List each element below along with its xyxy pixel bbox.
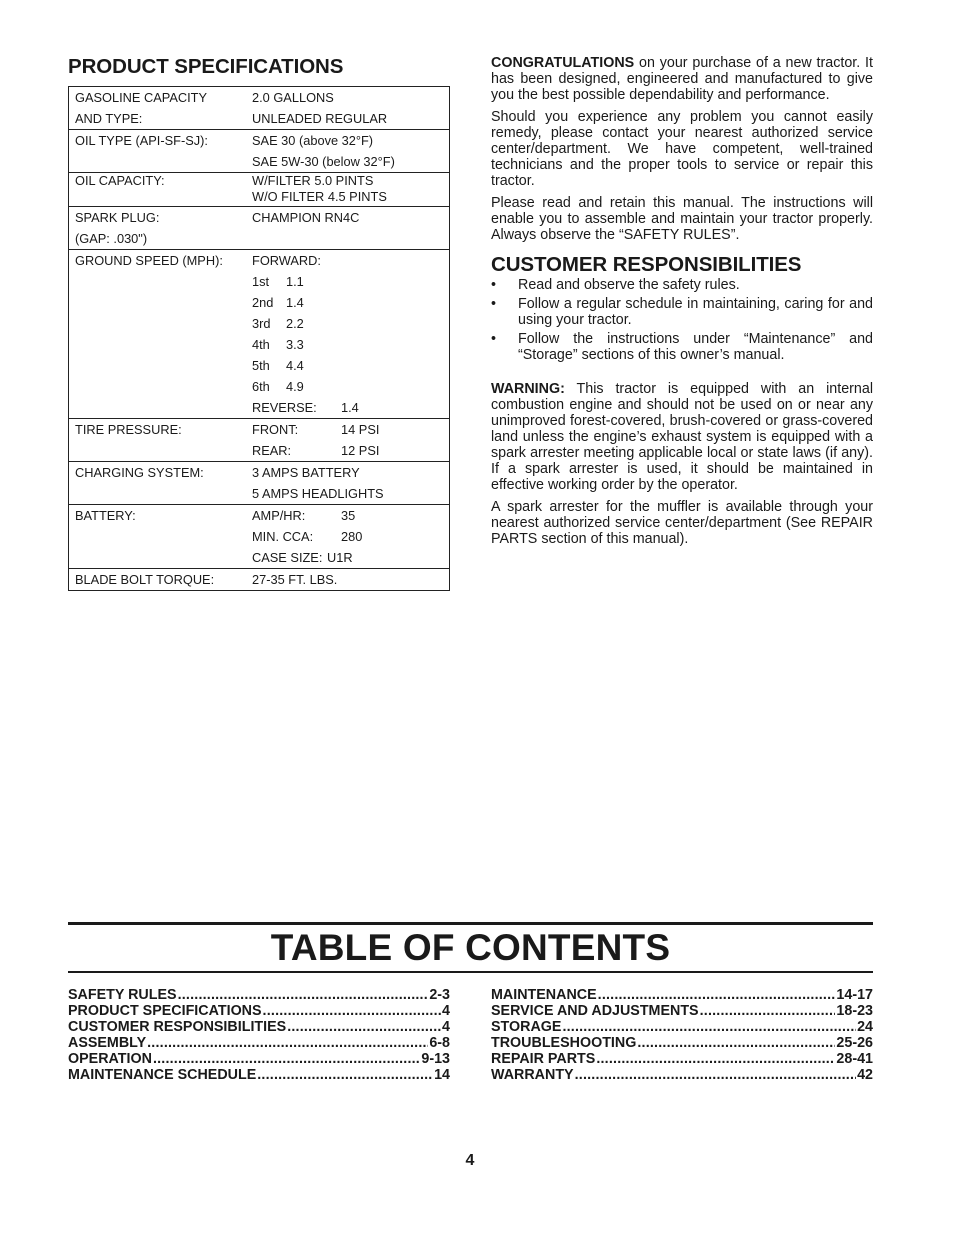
table-row bbox=[69, 376, 449, 397]
reverse-value: 1.4 bbox=[341, 399, 359, 415]
case-label: CASE SIZE: bbox=[252, 549, 323, 565]
spec-value: CHAMPION RN4C bbox=[252, 209, 360, 225]
gear-label: 2nd bbox=[252, 294, 274, 310]
toc-leader-dots bbox=[700, 1003, 836, 1019]
table-row bbox=[69, 87, 449, 108]
table-row bbox=[69, 228, 449, 249]
list-item: • Follow the instructions under “Maintenance” and “Storage” sections of this owner’s manual. bbox=[491, 331, 873, 363]
toc-entry-page: 4 bbox=[442, 1019, 450, 1035]
toc-top-rule bbox=[68, 922, 873, 925]
toc-entry[interactable] bbox=[68, 987, 450, 1003]
table-row bbox=[69, 108, 449, 129]
toc-entry-page: 25-26 bbox=[836, 1035, 873, 1051]
toc-entry-title: WARRANTY bbox=[491, 1067, 574, 1083]
spec-value: SAE 30 (above 32°F) bbox=[252, 132, 374, 148]
table-row bbox=[69, 130, 449, 151]
toc-left-column bbox=[68, 987, 450, 1083]
toc-leader-dots bbox=[596, 1051, 835, 1067]
spec-label: (GAP: .030") bbox=[75, 230, 148, 246]
toc-entry[interactable] bbox=[491, 1051, 873, 1067]
bullet: • bbox=[491, 277, 497, 293]
cca-value: 280 bbox=[341, 528, 363, 544]
page-number: 4 bbox=[465, 1152, 475, 1169]
gear-speed: 1.1 bbox=[286, 273, 304, 289]
bullet: • bbox=[491, 296, 497, 312]
table-row bbox=[69, 397, 449, 418]
toc-entry-title: MAINTENANCE SCHEDULE bbox=[68, 1067, 257, 1083]
table-row bbox=[69, 505, 449, 526]
spec-table bbox=[68, 86, 450, 591]
toc-entry-title: OPERATION bbox=[68, 1051, 152, 1067]
toc-entry-title: MAINTENANCE bbox=[491, 987, 597, 1003]
table-row bbox=[69, 334, 449, 355]
spec-battery bbox=[69, 504, 449, 568]
toc-leader-dots bbox=[562, 1019, 856, 1035]
spec-label: BATTERY: bbox=[75, 507, 136, 523]
gear-speed: 3.3 bbox=[286, 336, 304, 352]
intro-section bbox=[491, 55, 873, 553]
table-row bbox=[69, 313, 449, 334]
table-row bbox=[69, 547, 449, 568]
toc-leader-dots bbox=[257, 1067, 433, 1083]
toc-entry[interactable] bbox=[68, 1035, 450, 1051]
spec-value: 27-35 FT. LBS. bbox=[252, 571, 338, 587]
toc-entry-title: SERVICE AND ADJUSTMENTS bbox=[491, 1003, 699, 1019]
table-row bbox=[69, 207, 449, 228]
gear-label: 5th bbox=[252, 357, 270, 373]
table-row bbox=[69, 250, 449, 271]
retain-manual-paragraph: Please read and retain this manual. The instructions will enable you to assemble and maintain your tractor properly. Always observe the “SAFETY RULES”. bbox=[491, 195, 873, 243]
spec-gasoline bbox=[69, 87, 449, 129]
toc-entry[interactable] bbox=[68, 1003, 450, 1019]
toc-entry[interactable] bbox=[68, 1051, 450, 1067]
front-label: FRONT: bbox=[252, 421, 299, 437]
front-value: 14 PSI bbox=[341, 421, 380, 437]
toc-entry-page: 14 bbox=[434, 1067, 450, 1083]
table-row bbox=[69, 271, 449, 292]
spec-value: 5 AMPS HEADLIGHTS bbox=[252, 485, 384, 501]
toc-entry[interactable] bbox=[491, 987, 873, 1003]
toc-entry-page: 24 bbox=[857, 1019, 873, 1035]
spec-spark-plug bbox=[69, 206, 449, 249]
toc-entry[interactable] bbox=[491, 1067, 873, 1083]
specs-heading: PRODUCT SPECIFICATIONS bbox=[68, 55, 344, 78]
table-row bbox=[69, 462, 449, 483]
toc-entry-page: 9-13 bbox=[421, 1051, 450, 1067]
spec-label: GROUND SPEED (MPH): bbox=[75, 252, 223, 268]
gear-speed: 4.4 bbox=[286, 357, 304, 373]
toc-entry[interactable] bbox=[491, 1035, 873, 1051]
toc-entry-page: 6-8 bbox=[429, 1035, 450, 1051]
table-row bbox=[69, 189, 449, 206]
spec-charging-system bbox=[69, 461, 449, 504]
table-row bbox=[69, 569, 449, 590]
table-row bbox=[69, 440, 449, 461]
toc-entry-title: SAFETY RULES bbox=[68, 987, 177, 1003]
table-row bbox=[69, 419, 449, 440]
table-row bbox=[69, 483, 449, 504]
cca-label: MIN. CCA: bbox=[252, 528, 314, 544]
table-row bbox=[69, 151, 449, 172]
toc-entry-title: STORAGE bbox=[491, 1019, 562, 1035]
spec-oil-capacity bbox=[69, 172, 449, 206]
gear-label: 1st bbox=[252, 273, 270, 289]
spec-label: OIL CAPACITY: bbox=[75, 173, 165, 188]
spec-value: W/FILTER 5.0 PINTS bbox=[252, 173, 374, 188]
toc-entry[interactable] bbox=[68, 1067, 450, 1083]
table-row bbox=[69, 355, 449, 376]
spec-label: CHARGING SYSTEM: bbox=[75, 464, 204, 480]
toc-leader-dots bbox=[263, 1003, 442, 1019]
list-item: • Read and observe the safety rules. bbox=[491, 277, 740, 293]
spec-label: AND TYPE: bbox=[75, 110, 143, 126]
toc-leader-dots bbox=[637, 1035, 835, 1051]
spec-label: GASOLINE CAPACITY bbox=[75, 89, 208, 105]
toc-entry[interactable] bbox=[491, 1003, 873, 1019]
spec-value: FORWARD: bbox=[252, 252, 321, 268]
toc-entry-page: 14-17 bbox=[836, 987, 873, 1003]
responsibilities-list bbox=[491, 277, 873, 363]
toc-bottom-rule bbox=[68, 971, 873, 973]
spec-value: W/O FILTER 4.5 PINTS bbox=[252, 189, 387, 204]
gear-speed: 4.9 bbox=[286, 378, 304, 394]
reverse-label: REVERSE: bbox=[252, 399, 317, 415]
rear-value: 12 PSI bbox=[341, 442, 380, 458]
toc-entry-page: 28-41 bbox=[836, 1051, 873, 1067]
toc-leader-dots bbox=[287, 1019, 441, 1035]
spec-tire-pressure bbox=[69, 418, 449, 461]
responsibilities-heading: CUSTOMER RESPONSIBILITIES bbox=[491, 253, 802, 276]
service-paragraph: Should you experience any problem you cannot easily remedy, please contact your nearest authorized service center/department. We have competent, well-trained technicians and the proper tools to service or repair this tractor. bbox=[491, 109, 873, 189]
toc-entry-title: PRODUCT SPECIFICATIONS bbox=[68, 1003, 262, 1019]
spec-value: SAE 5W-30 (below 32°F) bbox=[252, 153, 395, 169]
amp-label: AMP/HR: bbox=[252, 507, 306, 523]
toc-entry-page: 2-3 bbox=[429, 987, 450, 1003]
gear-speed: 2.2 bbox=[286, 315, 304, 331]
warning-paragraph: WARNING: This tractor is equipped with an internal combustion engine and should not be used on or near any unimproved forest-covered, brush-covered or grass-covered land unless the engine’s exhaust system is equipped with a spark arrester meeting applicable local or state laws (if any). If a spark arrester is used, it should be maintained in effective working order by the operator. bbox=[491, 381, 873, 493]
toc-entry-title: ASSEMBLY bbox=[68, 1035, 147, 1051]
spec-label: BLADE BOLT TORQUE: bbox=[75, 571, 215, 587]
congratulations-bold: CONGRATULATIONS bbox=[491, 55, 635, 71]
case-value: U1R bbox=[327, 549, 353, 565]
amp-value: 35 bbox=[341, 507, 356, 523]
gear-label: 6th bbox=[252, 378, 270, 394]
toc-right-column bbox=[491, 987, 873, 1083]
gear-speed: 1.4 bbox=[286, 294, 304, 310]
table-row bbox=[69, 526, 449, 547]
toc-leader-dots bbox=[147, 1035, 428, 1051]
spec-ground-speed bbox=[69, 249, 449, 418]
spec-value: UNLEADED REGULAR bbox=[252, 110, 388, 126]
spec-label: OIL TYPE (API-SF-SJ): bbox=[75, 132, 208, 148]
toc-entry-title: REPAIR PARTS bbox=[491, 1051, 596, 1067]
spec-label: TIRE PRESSURE: bbox=[75, 421, 182, 437]
spec-value: 2.0 GALLONS bbox=[252, 89, 334, 105]
spark-arrester-paragraph: A spark arrester for the muffler is available through your nearest authorized service center/department (See REPAIR PARTS section of this manual). bbox=[491, 499, 873, 547]
toc-entry-page: 18-23 bbox=[836, 1003, 873, 1019]
congratulations-paragraph: CONGRATULATIONS on your purchase of a new tractor. It has been designed, engineered and manufactured to give you the best possible dependability and performance. bbox=[491, 55, 873, 103]
warning-bold: WARNING: bbox=[491, 381, 565, 397]
toc-entry[interactable] bbox=[68, 1019, 450, 1035]
bullet: • bbox=[491, 331, 497, 347]
product-specifications-section bbox=[68, 55, 450, 591]
toc-leader-dots bbox=[178, 987, 429, 1003]
spec-blade-torque bbox=[69, 568, 449, 590]
toc-entry-title: TROUBLESHOOTING bbox=[491, 1035, 637, 1051]
toc-entry[interactable] bbox=[491, 1019, 873, 1035]
list-item: • Follow a regular schedule in maintaining, caring for and using your tractor. bbox=[491, 296, 873, 328]
toc-leader-dots bbox=[153, 1051, 420, 1067]
toc-entry-page: 4 bbox=[442, 1003, 450, 1019]
spec-label: SPARK PLUG: bbox=[75, 209, 160, 225]
toc-entry-page: 42 bbox=[857, 1067, 873, 1083]
table-row bbox=[69, 292, 449, 313]
toc-leader-dots bbox=[598, 987, 836, 1003]
toc-leader-dots bbox=[575, 1067, 856, 1083]
spec-value: 3 AMPS BATTERY bbox=[252, 464, 360, 480]
toc-entry-title: CUSTOMER RESPONSIBILITIES bbox=[68, 1019, 287, 1035]
gear-label: 4th bbox=[252, 336, 270, 352]
toc-title: TABLE OF CONTENTS bbox=[270, 927, 671, 968]
spec-oil-type bbox=[69, 129, 449, 172]
gear-label: 3rd bbox=[252, 315, 271, 331]
rear-label: REAR: bbox=[252, 442, 292, 458]
table-row bbox=[69, 173, 449, 189]
